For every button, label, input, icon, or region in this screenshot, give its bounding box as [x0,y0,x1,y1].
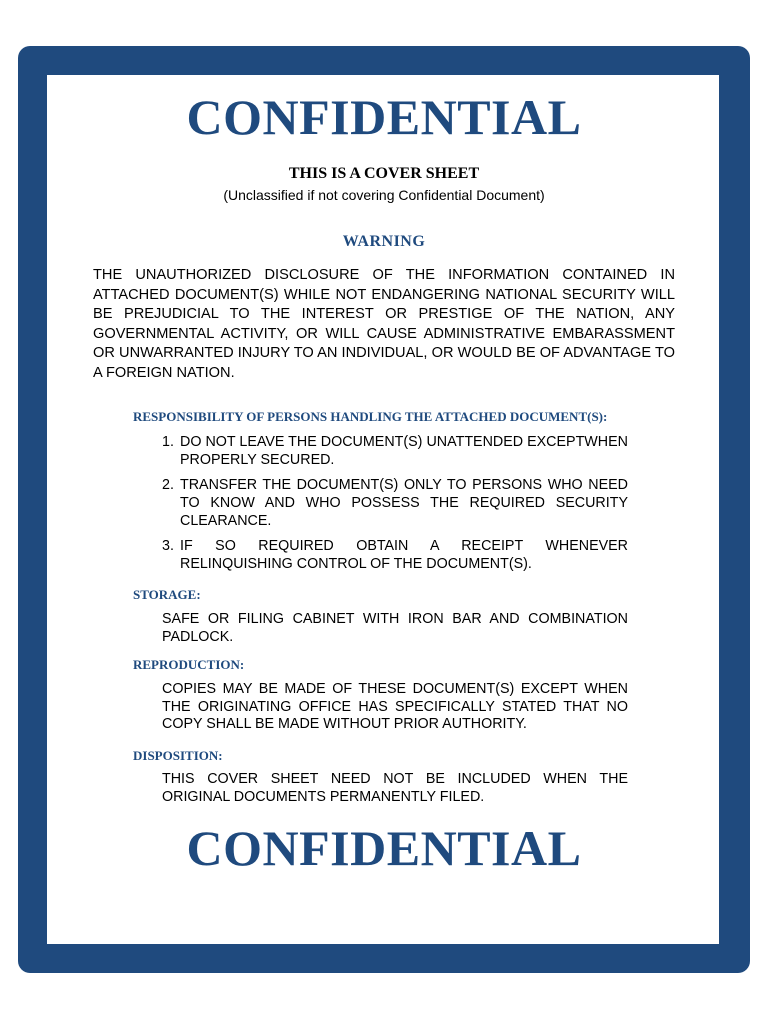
disposition-heading: DISPOSITION: [133,748,223,763]
reproduction-heading: REPRODUCTION: [133,657,245,672]
list-item-number: 1. [162,434,174,450]
list-item-text: TRANSFER THE DOCUMENT(S) ONLY TO PERSONS WHO NEED TO KNOW AND WHO POSSESS THE REQUIRED SECURITY CLEARANCE. [180,477,628,529]
disposition-text: THIS COVER SHEET NEED NOT BE INCLUDED WHEN THE ORIGINAL DOCUMENTS PERMANENTLY FILED. [162,771,628,805]
responsibility-list [162,433,628,580]
warning-text: THE UNAUTHORIZED DISCLOSURE OF THE INFORMATION CONTAINED IN ATTACHED DOCUMENT(S) WHILE NOT ENDANGERING NATIONAL SECURITY WILL BE PREJUDICIAL TO THE INTEREST OR PRESTIGE OF THE NATION, ANY GOVERNMENTAL ACTIVITY, OR WILL CAUSE ADMINISTRATIVE EMBARASSMENT OR UNWARRANTED INJURY TO AN INDIVIDUAL, OR WOULD BE OF ADVANTAGE TO A FOREIGN NATION. [93,267,675,381]
storage-heading: STORAGE: [133,587,201,602]
list-item [162,433,628,469]
list-item-number: 3. [162,538,174,554]
list-item-text: DO NOT LEAVE THE DOCUMENT(S) UNATTENDED EXCEPTWHEN PROPERLY SECURED. [180,434,628,468]
cover-sheet-title: THIS IS A COVER SHEET [288,165,480,182]
bottom-classification-title: CONFIDENTIAL [186,820,582,876]
top-classification-title: CONFIDENTIAL [186,89,582,145]
list-item [162,476,628,530]
list-item-number: 2. [162,477,174,493]
warning-heading: WARNING [342,233,426,250]
cover-sheet-subtitle: (Unclassified if not covering Confidential Document) [223,187,545,203]
storage-text: SAFE OR FILING CABINET WITH IRON BAR AND COMBINATION PADLOCK. [162,611,628,645]
responsibility-heading: RESPONSIBILITY OF PERSONS HANDLING THE ATTACHED DOCUMENT(S): [133,409,608,424]
list-item-text: IF SO REQUIRED OBTAIN A RECEIPT WHENEVER RELINQUISHING CONTROL OF THE DOCUMENT(S). [180,538,628,572]
reproduction-text: COPIES MAY BE MADE OF THESE DOCUMENT(S) EXCEPT WHEN THE ORIGINATING OFFICE HAS SPECIFICALLY STATED THAT NO COPY SHALL BE MADE WITHOUT PRIOR AUTHORITY. [162,681,628,732]
list-item [162,537,628,573]
